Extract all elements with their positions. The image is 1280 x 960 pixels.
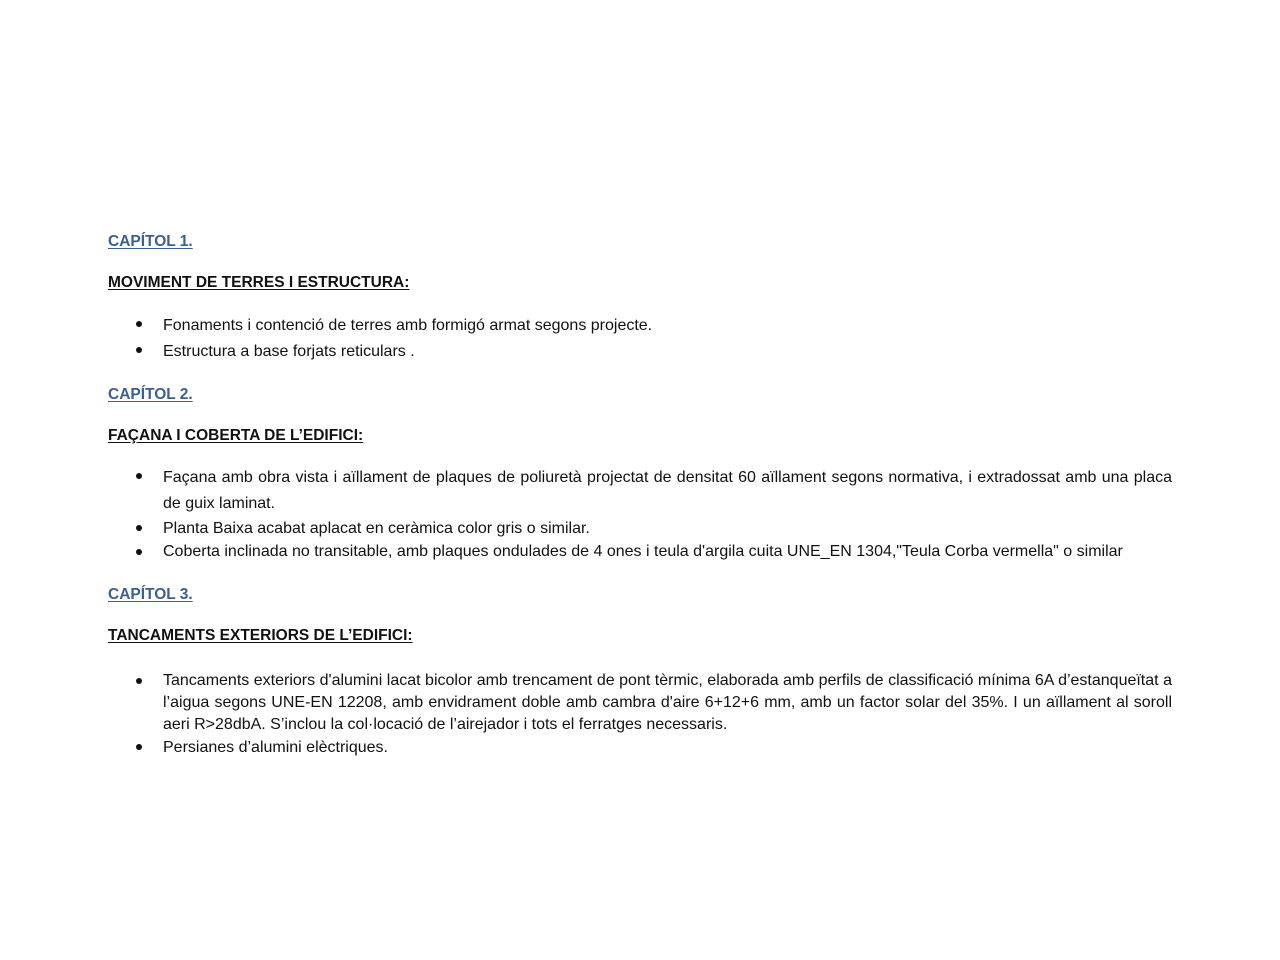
chapter-1-list — [108, 313, 1172, 365]
list-item — [108, 517, 1172, 541]
bullet-icon — [136, 321, 142, 327]
list-item-text: Planta Baixa acabat aplacat en ceràmica color gris o similar. — [163, 520, 590, 537]
list-item-text: Fonaments i contenció de terres amb formigó armat segons projecte. — [163, 317, 653, 334]
bullet-icon — [136, 744, 142, 750]
list-item — [108, 541, 1172, 563]
bullet-icon — [136, 549, 142, 555]
chapter-1 — [108, 232, 1172, 365]
bullet-icon — [136, 347, 142, 353]
list-item — [108, 736, 1172, 760]
list-item — [108, 339, 1172, 365]
chapter-3-section-title: TANCAMENTS EXTERIORS DE L’EDIFICI: — [108, 627, 413, 644]
chapter-2-heading: CAPÍTOL 2. — [108, 386, 193, 403]
list-item — [108, 465, 1172, 517]
list-item-text: Persianes d’alumini elèctriques. — [163, 739, 388, 756]
list-item — [108, 313, 1172, 339]
list-item-text: Coberta inclinada no transitable, amb plaques ondulades de 4 ones i teula d'argila cuita UNE_EN 1304,"Teula Corba vermella" o similar — [163, 543, 1123, 560]
list-item — [108, 670, 1172, 736]
bullet-icon — [136, 525, 142, 531]
list-item-text: Tancaments exteriors d'alumini lacat bicolor amb trencament de pont tèrmic, elaborada amb perfils de classificació mínima 6A d’estanqueïtat a l’aigua segons UNE-EN 12208, amb envidrament doble amb cambra d'aire 6+12+6 mm, amb un factor solar del 35%. I un aïllament al soroll aeri R>28dbA. S’inclou la col·locació de l’airejador i tots el ferratges necessaris. — [163, 672, 1172, 733]
list-item-text: Façana amb obra vista i aïllament de plaques de poliuretà projectat de densitat 60 aïllament segons normativa, i extradossat amb una placa de guix laminat. — [163, 469, 1172, 512]
chapter-3 — [108, 585, 1172, 760]
document-page — [108, 232, 1172, 760]
chapter-3-heading: CAPÍTOL 3. — [108, 586, 193, 603]
list-item-text: Estructura a base forjats reticulars . — [163, 343, 415, 360]
chapter-1-section-title: MOVIMENT DE TERRES I ESTRUCTURA: — [108, 274, 410, 291]
bullet-icon — [136, 678, 142, 684]
chapter-1-heading: CAPÍTOL 1. — [108, 233, 193, 250]
chapter-3-list — [108, 670, 1172, 760]
bullet-icon — [136, 473, 142, 479]
chapter-2-section-title: FAÇANA I COBERTA DE L’EDIFICI: — [108, 427, 364, 444]
chapter-2 — [108, 385, 1172, 563]
chapter-2-list — [108, 465, 1172, 563]
